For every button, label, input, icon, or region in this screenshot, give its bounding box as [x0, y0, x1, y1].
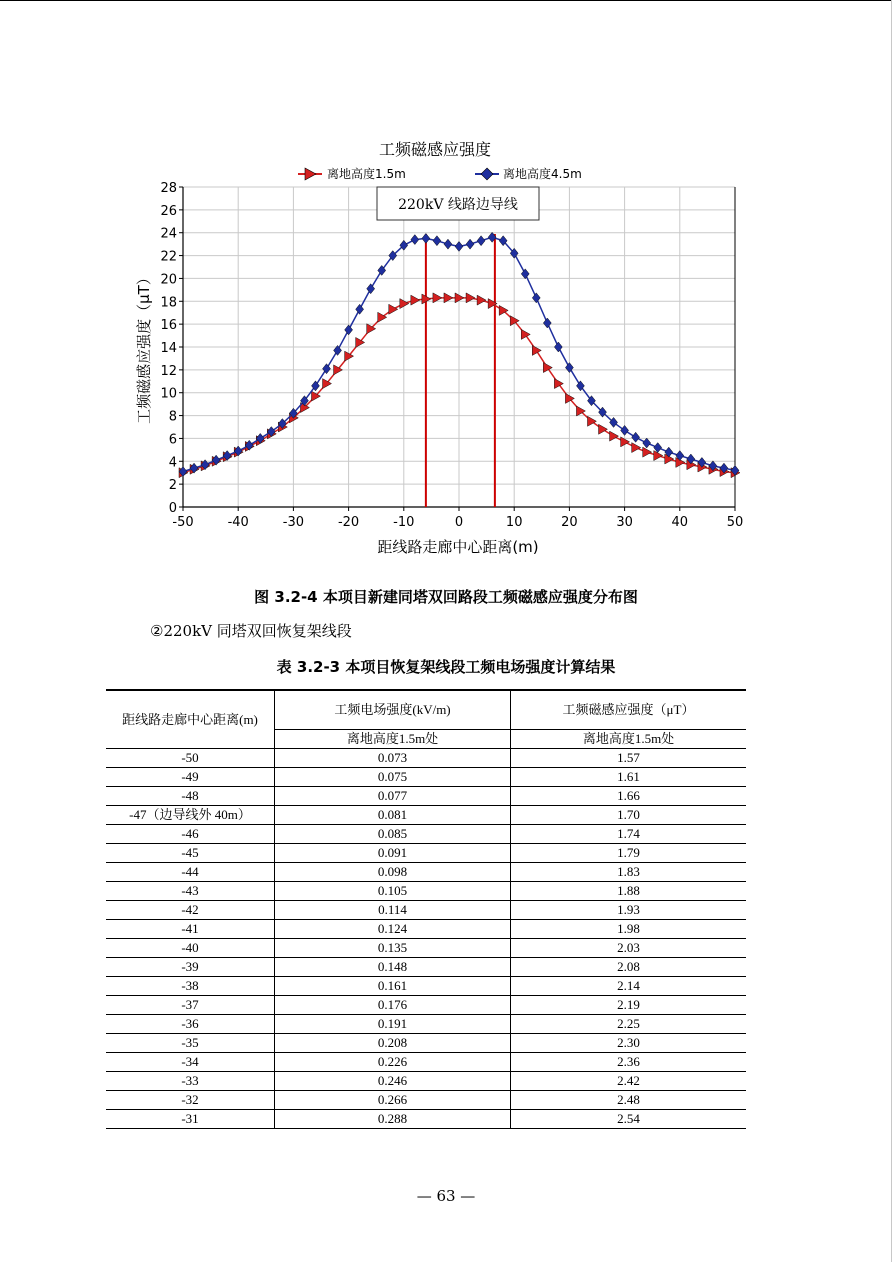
subheader-magnetic-height: 离地高度1.5m处 [511, 730, 747, 749]
chart-grid [183, 187, 735, 507]
table-row [106, 1091, 746, 1110]
cell-distance: -38 [106, 977, 275, 996]
table-row [106, 901, 746, 920]
cell-magnetic-field: 1.88 [511, 882, 747, 901]
y-axis-label: 工频磁感应强度（μT） [135, 270, 153, 424]
figure-caption: 图 3.2-4 本项目新建同塔双回路段工频磁感应强度分布图 [254, 588, 638, 606]
cell-distance: -41 [106, 920, 275, 939]
table-row [106, 768, 746, 787]
table-row [106, 920, 746, 939]
cell-magnetic-field: 2.03 [511, 939, 747, 958]
cell-electric-field: 0.075 [275, 768, 511, 787]
x-tick-label: -40 [227, 515, 249, 530]
cell-electric-field: 0.077 [275, 787, 511, 806]
table-body [106, 749, 746, 1129]
cell-magnetic-field: 1.70 [511, 806, 747, 825]
table-row [106, 1053, 746, 1072]
magnetic-field-chart [0, 0, 892, 570]
cell-magnetic-field: 1.83 [511, 863, 747, 882]
cell-distance: -35 [106, 1034, 275, 1053]
cell-electric-field: 0.114 [275, 901, 511, 920]
cell-electric-field: 0.098 [275, 863, 511, 882]
cell-magnetic-field: 2.30 [511, 1034, 747, 1053]
legend-label-series-1: 离地高度1.5m [327, 167, 406, 181]
cell-electric-field: 0.191 [275, 1015, 511, 1034]
cell-magnetic-field: 1.93 [511, 901, 747, 920]
cell-distance: -47（边导线外 40m） [106, 806, 275, 825]
cell-magnetic-field: 1.66 [511, 787, 747, 806]
y-tick-label: 24 [160, 226, 177, 242]
annotation-text: 220kV 线路边导线 [398, 197, 518, 213]
cell-magnetic-field: 1.98 [511, 920, 747, 939]
cell-electric-field: 0.135 [275, 939, 511, 958]
cell-electric-field: 0.246 [275, 1072, 511, 1091]
x-axis-label: 距线路走廊中心距离(m) [377, 538, 539, 556]
y-tick-label: 16 [160, 318, 177, 334]
table-row [106, 1072, 746, 1091]
cell-electric-field: 0.176 [275, 996, 511, 1015]
legend-label-series-2: 离地高度4.5m [503, 167, 582, 181]
cell-electric-field: 0.081 [275, 806, 511, 825]
x-tick-label: 20 [561, 515, 578, 530]
legend-marker-series-2 [481, 168, 493, 180]
cell-distance: -40 [106, 939, 275, 958]
y-tick-label: 4 [168, 455, 177, 471]
y-tick-label: 2 [168, 478, 177, 494]
cell-distance: -31 [106, 1110, 275, 1129]
x-tick-label: 50 [726, 515, 744, 530]
calculation-results-table [106, 689, 746, 1129]
cell-magnetic-field: 2.19 [511, 996, 747, 1015]
cell-distance: -36 [106, 1015, 275, 1034]
cell-distance: -49 [106, 768, 275, 787]
y-tick-label: 28 [160, 181, 177, 196]
cell-magnetic-field: 2.14 [511, 977, 747, 996]
table-row [106, 825, 746, 844]
x-tick-label: 0 [454, 515, 464, 530]
cell-distance: -32 [106, 1091, 275, 1110]
y-tick-label: 20 [160, 272, 177, 288]
cell-distance: -37 [106, 996, 275, 1015]
cell-electric-field: 0.085 [275, 825, 511, 844]
cell-electric-field: 0.091 [275, 844, 511, 863]
table-row [106, 977, 746, 996]
table-row [106, 749, 746, 768]
table-row [106, 1015, 746, 1034]
cell-magnetic-field: 2.48 [511, 1091, 747, 1110]
table-row [106, 787, 746, 806]
cell-electric-field: 0.148 [275, 958, 511, 977]
cell-distance: -42 [106, 901, 275, 920]
cell-electric-field: 0.266 [275, 1091, 511, 1110]
y-tick-label: 12 [160, 363, 177, 379]
subheader-electric-height: 离地高度1.5m处 [275, 730, 511, 749]
page-number: — 63 — [416, 1187, 476, 1205]
y-tick-label: 8 [168, 409, 177, 425]
table-row [106, 996, 746, 1015]
cell-distance: -48 [106, 787, 275, 806]
x-tick-label: -50 [172, 515, 194, 530]
cell-magnetic-field: 2.36 [511, 1053, 747, 1072]
y-tick-label: 0 [168, 501, 177, 516]
cell-magnetic-field: 2.25 [511, 1015, 747, 1034]
cell-distance: -34 [106, 1053, 275, 1072]
y-tick-label: 14 [160, 341, 177, 356]
header-electric-field: 工频电场强度(kV/m) [275, 690, 511, 730]
table-caption: 表 3.2-3 本项目恢复架线段工频电场强度计算结果 [276, 658, 616, 676]
chart-title: 工频磁感应强度 [378, 140, 492, 159]
y-tick-label: 10 [160, 386, 177, 402]
x-tick-label: 30 [616, 515, 633, 530]
cell-magnetic-field: 1.79 [511, 844, 747, 863]
cell-magnetic-field: 2.54 [511, 1110, 747, 1129]
table-row [106, 863, 746, 882]
cell-electric-field: 0.208 [275, 1034, 511, 1053]
cell-distance: -33 [106, 1072, 275, 1091]
cell-magnetic-field: 2.42 [511, 1072, 747, 1091]
cell-distance: -39 [106, 958, 275, 977]
table-row [106, 1110, 746, 1129]
y-tick-label: 6 [168, 432, 177, 448]
table-row [106, 1034, 746, 1053]
legend-marker-series-1 [305, 168, 316, 180]
y-tick-label: 18 [160, 295, 177, 311]
x-tick-label: -10 [393, 515, 415, 530]
table-row [106, 806, 746, 825]
cell-distance: -44 [106, 863, 275, 882]
table-row [106, 882, 746, 901]
cell-magnetic-field: 2.08 [511, 958, 747, 977]
cell-distance: -43 [106, 882, 275, 901]
cell-electric-field: 0.105 [275, 882, 511, 901]
cell-magnetic-field: 1.57 [511, 749, 747, 768]
x-tick-label: 10 [505, 515, 523, 530]
x-tick-label: -30 [282, 515, 305, 530]
table-header-row [106, 690, 746, 730]
cell-electric-field: 0.161 [275, 977, 511, 996]
cell-electric-field: 0.226 [275, 1053, 511, 1072]
header-distance: 距线路走廊中心距离(m) [106, 690, 275, 749]
cell-distance: -46 [106, 825, 275, 844]
table-row [106, 939, 746, 958]
header-magnetic-field: 工频磁感应强度（μT） [511, 690, 747, 730]
cell-distance: -45 [106, 844, 275, 863]
cell-electric-field: 0.124 [275, 920, 511, 939]
y-tick-label: 26 [160, 203, 177, 219]
x-tick-label: 40 [671, 515, 689, 530]
x-tick-label: -20 [337, 515, 360, 530]
section-label: ②220kV 同塔双回恢复架线段 [150, 622, 352, 640]
cell-electric-field: 0.288 [275, 1110, 511, 1129]
cell-distance: -50 [106, 749, 275, 768]
table-row [106, 844, 746, 863]
table-row [106, 958, 746, 977]
cell-magnetic-field: 1.61 [511, 768, 747, 787]
cell-magnetic-field: 1.74 [511, 825, 747, 844]
chart-legend [298, 166, 582, 181]
y-tick-label: 22 [160, 249, 177, 265]
cell-electric-field: 0.073 [275, 749, 511, 768]
